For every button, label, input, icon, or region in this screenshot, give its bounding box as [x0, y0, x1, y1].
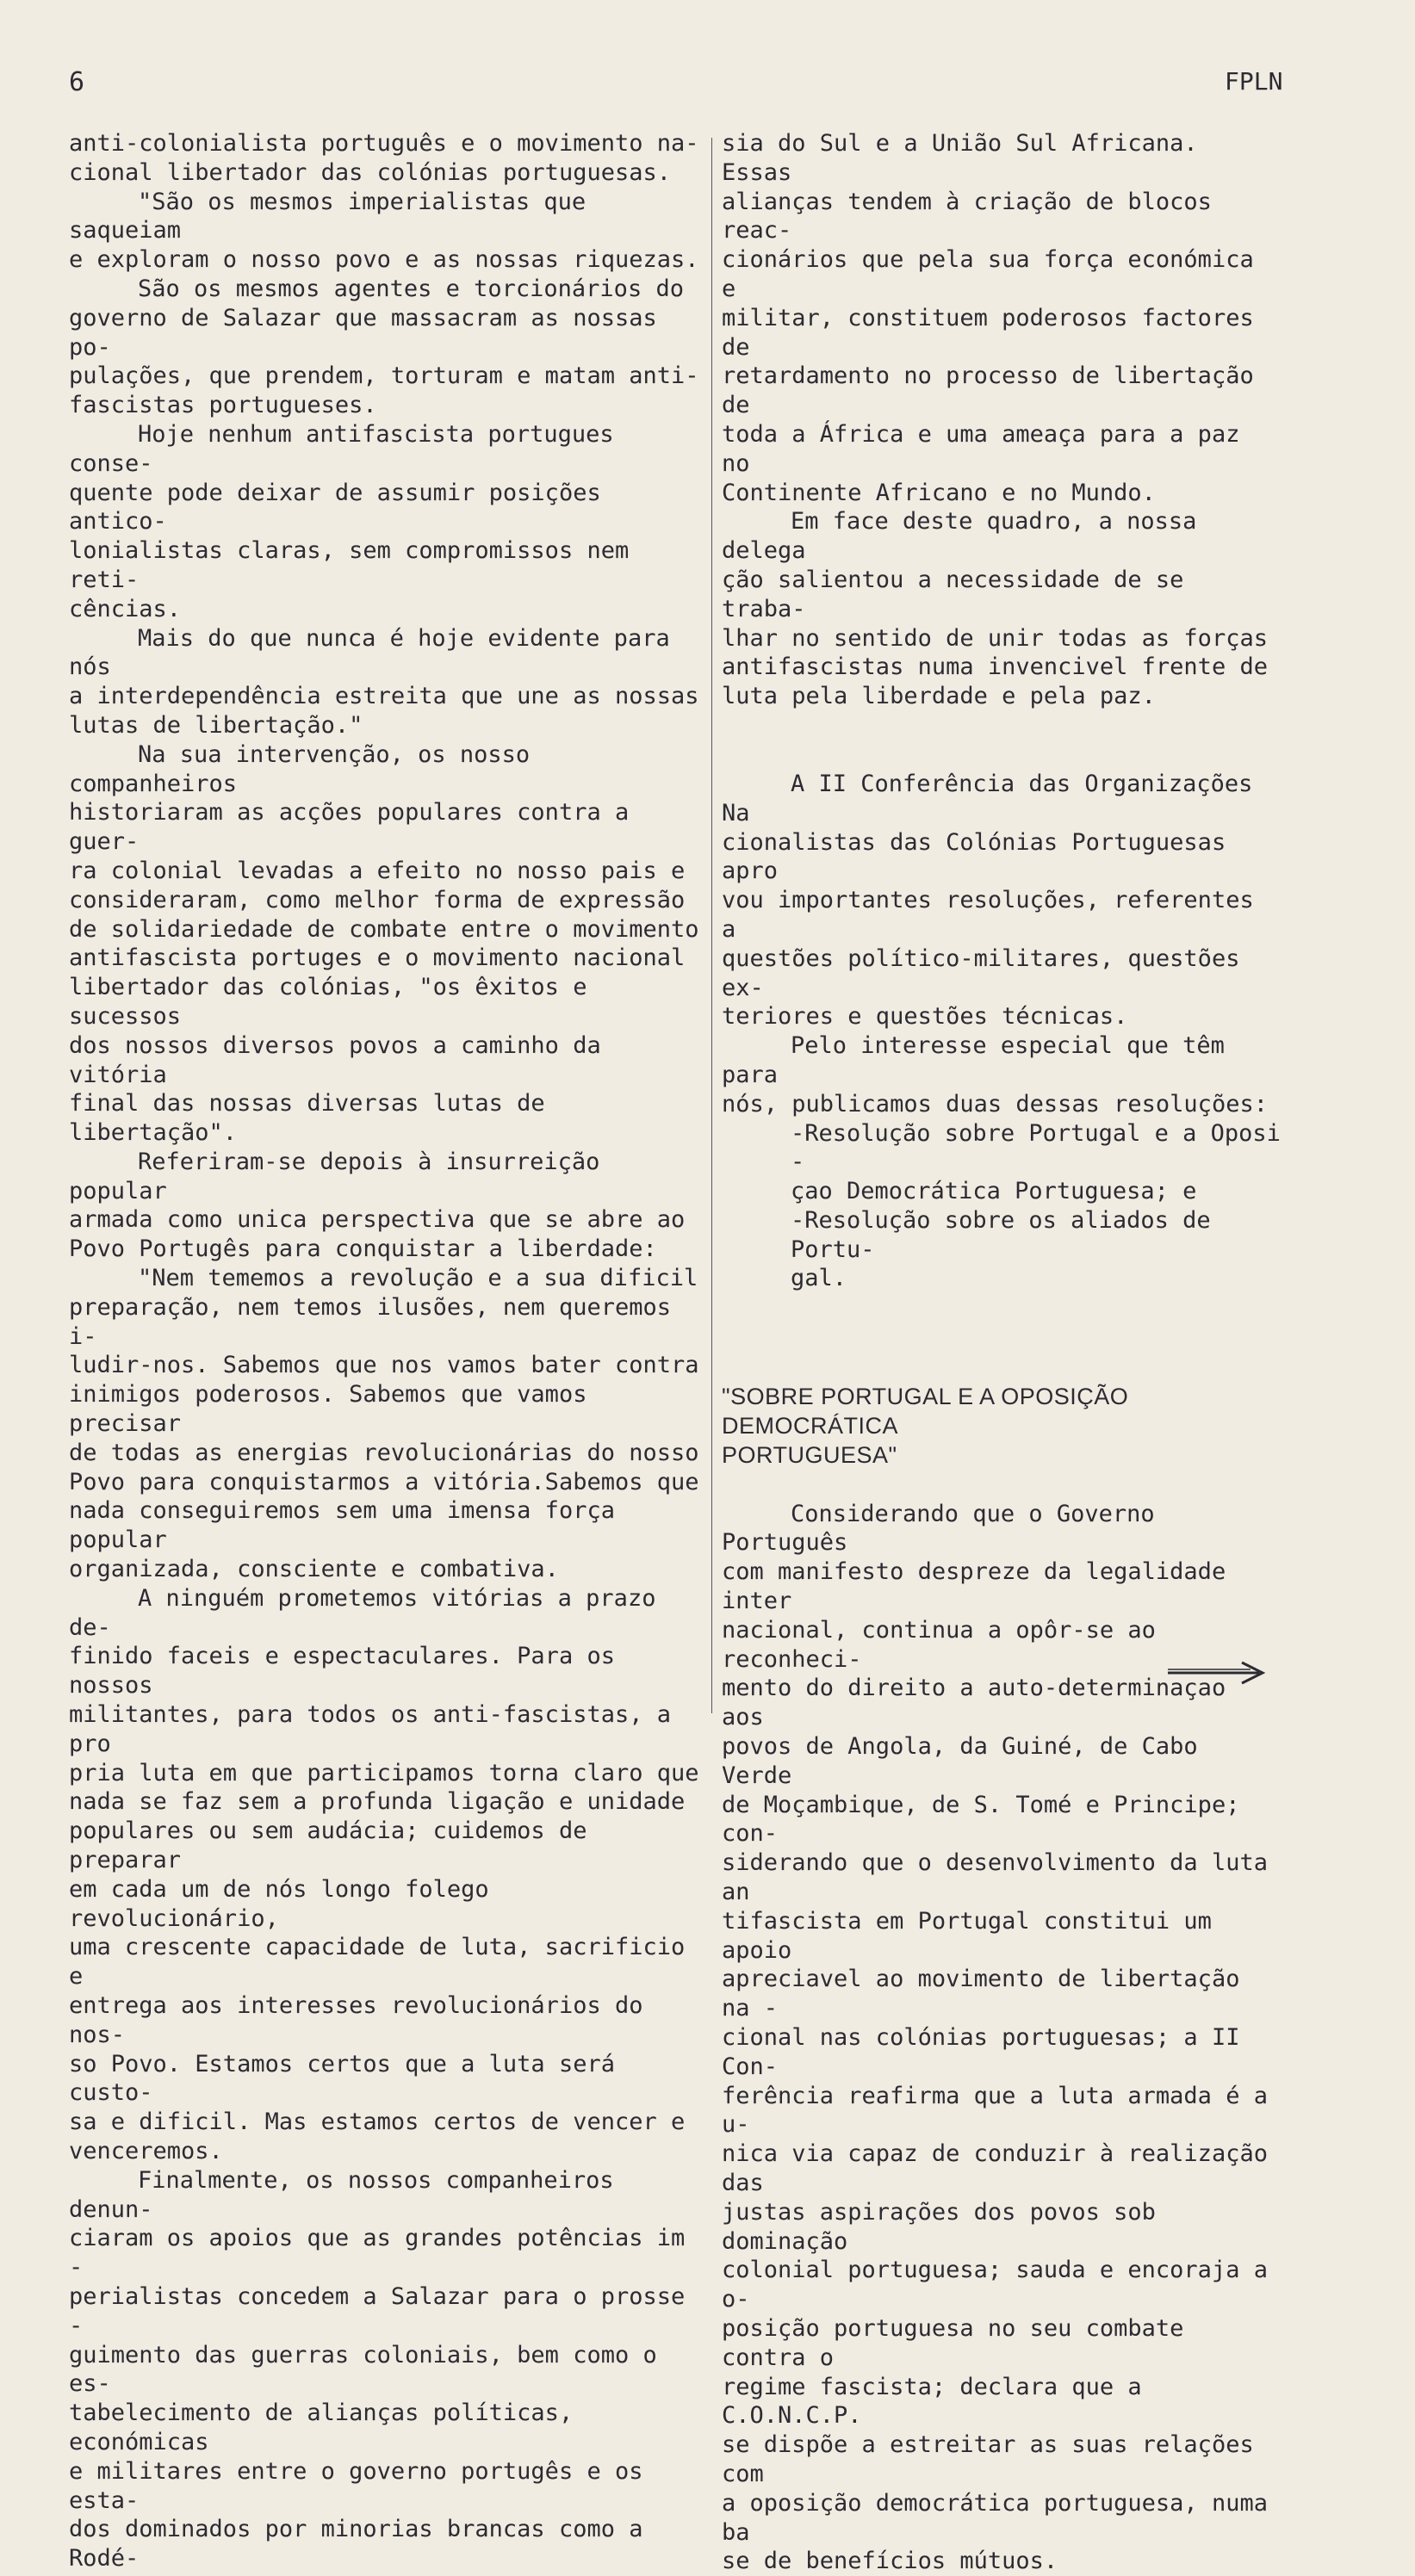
paragraph: Mais do que nunca é hoje evidente para nós a interdependência estreita que une as nossas lutas de libertação."	[69, 624, 699, 739]
column-divider	[711, 138, 712, 1713]
page-number: 6	[69, 67, 85, 97]
arrow-right-icon	[1164, 1660, 1268, 1686]
paragraph: Finalmente, os nossos companheiros denun- ciaram os apoios que as grandes potências im - perialistas concedem a Salazar para o prosse - guimento das guerras coloniais, bem como o es- tabelecimento de alianças políticas, económicas e militares entre o governo portugês e os esta- dos dominados por minorias brancas como a Rodé-	[69, 2166, 686, 2573]
list-item: -Resolução sobre Portugal e a Oposi - çao Democrática Portuguesa; e	[791, 1119, 1281, 1205]
paragraph: "Nem tememos a revolução e a sua dificil preparação, nem temos ilusões, nem queremos i- ludir-nos. Sabemos que nos vamos bater contra inimigos poderosos. Sabemos que vamos precisar de todas as energias revolucionárias do nosso Povo para conquistarmos a vitória.Sabemos que nada conseguiremos sem uma imensa força popular organizada, consciente e combativa.	[69, 1265, 699, 1583]
left-column	[69, 129, 706, 2573]
paragraph: São os mesmos agentes e torcionários do governo de Salazar que massacram as nossas po- pulações, que prendem, torturam e matam anti- fascistas portugueses.	[69, 275, 699, 419]
paragraph: A II Conferência das Organizações Na cionalistas das Colónias Portuguesas apro vou importantes resoluções, referentes a questões político-militares, questões ex- teriores e questões técnicas.	[722, 770, 1254, 1031]
paragraph: sia do Sul e a União Sul Africana. Essas alianças tendem à criação de blocos reac- cionários que pela sua força económica e militar, constituem poderosos factores de retardamento no processo de libertação de toda a África e uma ameaça para a paz no Continente Africano e no Mundo.	[722, 130, 1254, 506]
header-label: FPLN	[1225, 67, 1283, 96]
paragraph: Hoje nenhum antifascista portugues conse- quente pode deixar de assumir posições antico- lonialistas claras, sem compromissos nem reti- cências.	[69, 420, 630, 622]
paragraph: Em face deste quadro, a nossa delega ção salientou a necessidade de se traba- lhar no sentido de unir todas as forças antifascistas numa invencivel frente de luta pela liberdade e pela paz.	[722, 508, 1268, 710]
right-column	[722, 129, 1282, 2576]
paragraph: "São os mesmos imperialistas que saqueiam e exploram o nosso povo e as nossas riquezas.	[69, 188, 699, 274]
paragraph: Na sua intervenção, os nosso companheiros historiaram as acções populares contra a guer- ra colonial levadas a efeito no nosso pais e consideraram, como melhor forma de expressão de solidariedade de combate entre o movimento antifascista portuges e o movimento nacional libertador das colónias, "os êxitos e sucessos dos nossos diversos povos a caminho da vitória final das nossas diversas lutas de libertação".	[69, 740, 699, 1147]
paragraph: Referiram-se depois à insurreição popular armada como unica perspectiva que se abre ao Povo Portugês para conquistar a liberdade:	[69, 1148, 686, 1263]
paragraph: Considerando que o Governo Português com manifesto despreze da legalidade inter nacional, continua a opôr-se ao reconheci- mento do direito a auto-determinaçao aos povos de Angola, da Guiné, de Cabo Verde de Moçambique, de S. Tomé e Principe; con- siderando que o desenvolvimento da luta an tifascista em Portugal constitui um apoio apreciavel ao movimento de libertação na - cional nas colónias portuguesas; a II Con- ferência reafirma que a luta armada é a u- nica via capaz de conduzir à realização das justas aspirações dos povos sob dominação colonial portuguesa; sauda e encoraja a o- posição portuguesa no seu combate contra o regime fascista; declara que a C.O.N.C.P. se dispõe a estreitar as suas relações com a oposição democrática portuguesa, numa ba se de benefícios mútuos.	[722, 1500, 1268, 2575]
paragraph: Pelo interesse especial que têm para nós, publicamos duas dessas resoluções:	[722, 1032, 1268, 1118]
paragraph: A ninguém prometemos vitórias a prazo de- finido faceis e espectaculares. Para os nossos militantes, para todos os anti-fascistas, a pro pria luta em que participamos torna claro que nada se faz sem a profunda ligação e unidade populares ou sem audácia; cuidemos de preparar em cada um de nós longo folego revolucionário, uma crescente capacidade de luta, sacrificio e entrega aos interesses revolucionários do nos- so Povo. Estamos certos que a luta será custo- sa e dificil. Mas estamos certos de vencer e venceremos.	[69, 1584, 699, 2164]
paragraph: anti-colonialista português e o movimento na- cional libertador das colónias portuguesas.	[69, 130, 699, 186]
list-item: -Resolução sobre os aliados de Portu- gal.	[791, 1206, 1211, 1292]
section-heading: "SOBRE PORTUGAL E A OPOSIÇÃO DEMOCRÁTICA PORTUGUESA"	[722, 1384, 1129, 1468]
